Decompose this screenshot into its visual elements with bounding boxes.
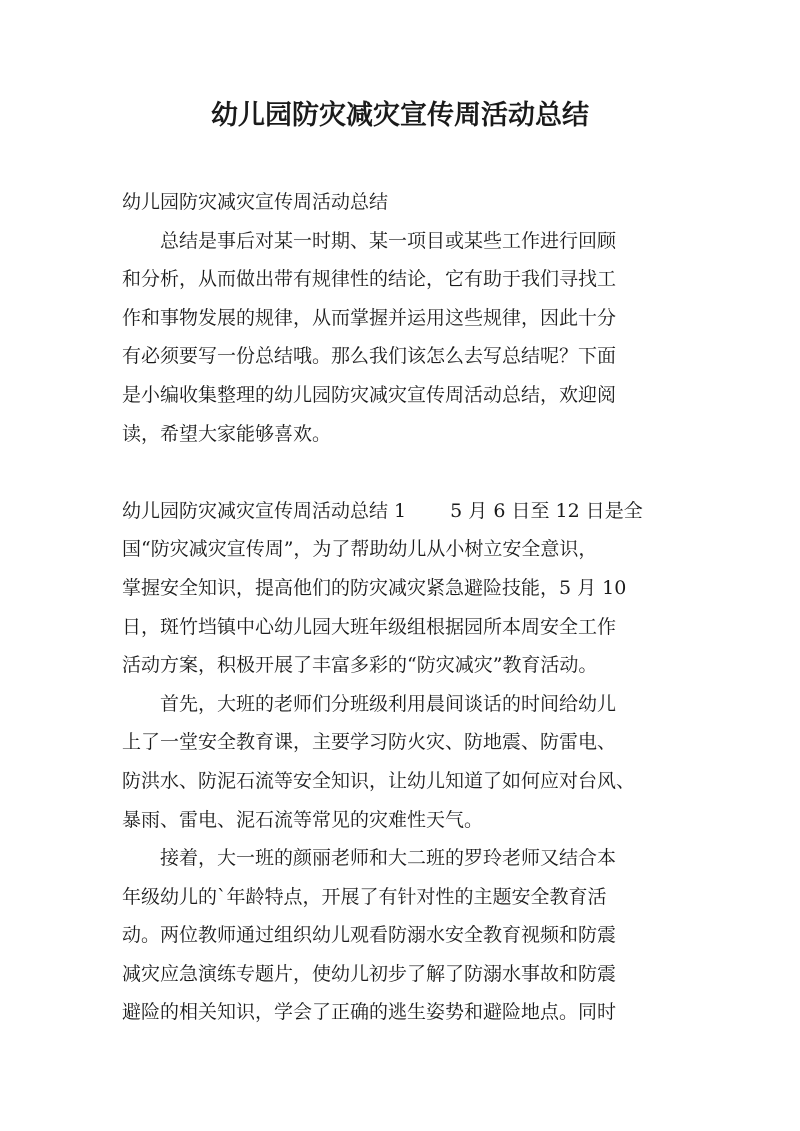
document-body [122, 183, 684, 1032]
text-line: 上了一堂安全教育课，主要学习防火灾、防地震、防雷电、 [122, 731, 617, 754]
text-line: 作和事物发展的规律，从而掌握并运用这些规律，因此十分 [122, 306, 617, 329]
document-title: 幼儿园防灾减灾宣传周活动总结 [211, 100, 589, 131]
text-line: 有必须要写一份总结哦。那么我们该怎么去写总结呢？下面 [122, 345, 617, 368]
section-heading-line: 幼儿园防灾减灾宣传周活动总结 [122, 191, 389, 213]
text-line: 活动方案，积极开展了丰富多彩的“防灾减灾”教育活动。 [122, 654, 598, 677]
blank-line [122, 453, 684, 492]
text-line: 和分析，从而做出带有规律性的结论，它有助于我们寻找工 [122, 268, 617, 291]
text-line: 日，斑竹垱镇中心幼儿园大班年级组根据园所本周安全工作 [122, 615, 617, 638]
text-line: 掌握安全知识，提高他们的防灾减灾紧急避险技能，5 月 10 [122, 576, 627, 599]
text-line: 总结是事后对某一时期、某一项目或某些工作进行回顾 [160, 229, 617, 252]
text-line: 防洪水、防泥石流等安全知识，让幼儿知道了如何应对台风、 [122, 769, 636, 792]
text-line: 国“防灾减灾宣传周”，为了帮助幼儿从小树立安全意识， [122, 538, 598, 561]
text-line: 动。两位教师通过组织幼儿观看防溺水安全教育视频和防震 [122, 924, 617, 947]
text-line: 避险的相关知识，学会了正确的逃生姿势和避险地点。同时 [122, 1001, 617, 1024]
text-line: 暴雨、雷电、泥石流等常见的灾难性天气。 [122, 808, 484, 831]
text-line: 首先，大班的老师们分班级利用晨间谈话的时间给幼儿 [160, 692, 617, 715]
text-line: 幼儿园防灾减灾宣传周活动总结 1 5 月 6 日至 12 日是全 [122, 499, 643, 522]
text-line: 读，希望大家能够喜欢。 [122, 422, 332, 445]
text-line: 减灾应急演练专题片，使幼儿初步了解了防溺水事故和防震 [122, 962, 617, 985]
text-line: 是小编收集整理的幼儿园防灾减灾宣传周活动总结，欢迎阅 [122, 383, 617, 406]
text-line: 接着，大一班的颜丽老师和大二班的罗玲老师又结合本 [160, 847, 617, 870]
text-line: 年级幼儿的`年龄特点，开展了有针对性的主题安全教育活 [122, 885, 607, 908]
